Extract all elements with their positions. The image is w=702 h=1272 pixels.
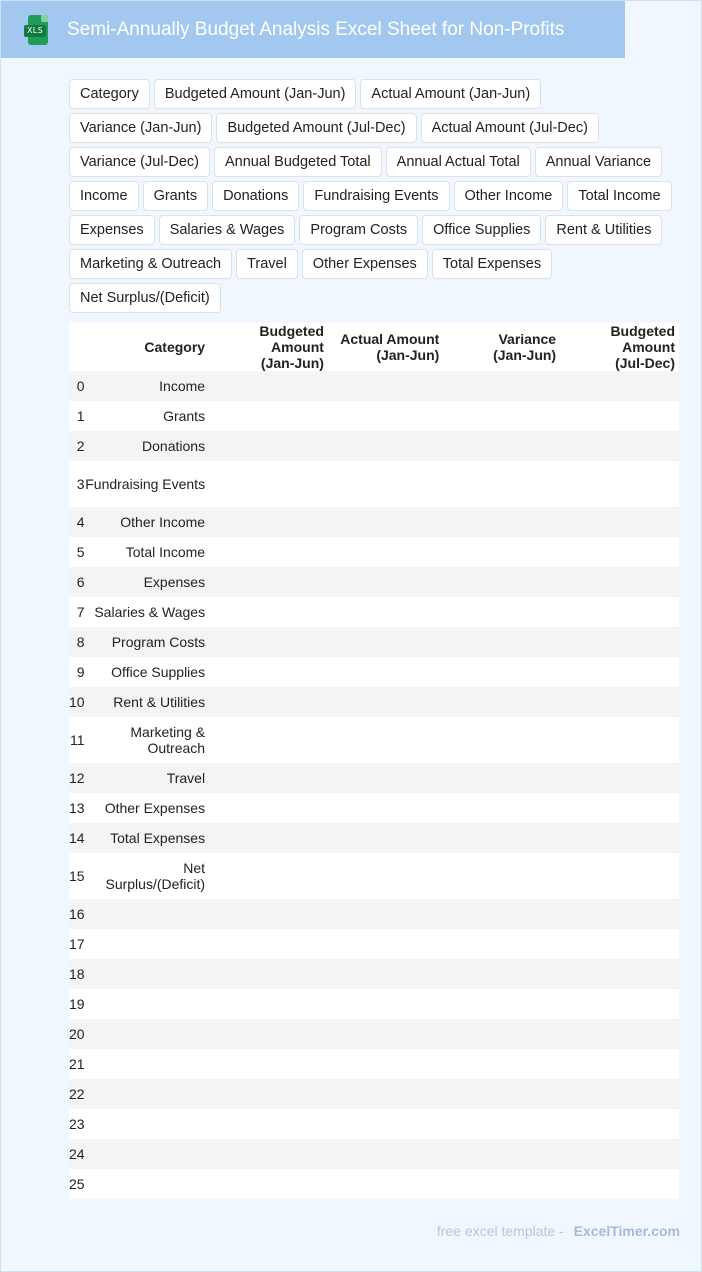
table-row — [69, 929, 679, 959]
row-index: 20 — [69, 1026, 85, 1042]
category-cell[interactable] — [81, 1049, 210, 1079]
table-header-row — [69, 323, 679, 371]
value-cell[interactable] — [560, 567, 679, 597]
row-index: 12 — [69, 770, 85, 786]
column-header-label: Actual Amount — [340, 331, 440, 347]
row-index-cell — [69, 1109, 85, 1139]
table-row — [69, 959, 679, 989]
value-cell[interactable] — [328, 853, 443, 899]
row-index: 8 — [76, 634, 85, 650]
row-index-cell — [69, 687, 85, 717]
category-cell[interactable] — [81, 1169, 210, 1199]
row-index-cell — [69, 1019, 85, 1049]
value-cell[interactable] — [560, 687, 679, 717]
value-cell[interactable] — [328, 899, 443, 929]
value-cell[interactable] — [560, 371, 679, 401]
value-cell[interactable] — [560, 1019, 679, 1049]
table-row — [69, 1139, 679, 1169]
category-cell[interactable]: Salaries & Wages — [81, 597, 210, 627]
value-cell[interactable] — [443, 537, 560, 567]
value-cell[interactable] — [328, 567, 443, 597]
row-index-cell — [69, 1049, 85, 1079]
value-cell[interactable] — [328, 1169, 443, 1199]
value-cell[interactable] — [560, 401, 679, 431]
row-index-cell — [69, 401, 85, 431]
index-header — [69, 323, 81, 371]
title-bar — [1, 1, 625, 58]
row-index: 1 — [76, 408, 85, 424]
value-cell[interactable] — [209, 853, 328, 899]
footer-brand-link[interactable]: ExcelTimer.com — [573, 1223, 680, 1239]
value-cell[interactable] — [328, 537, 443, 567]
value-cell[interactable] — [560, 793, 679, 823]
category-cell[interactable] — [81, 929, 210, 959]
value-cell[interactable] — [209, 763, 328, 793]
value-cell[interactable] — [328, 401, 443, 431]
row-index: 11 — [70, 732, 85, 748]
value-cell[interactable] — [560, 717, 679, 763]
value-cell[interactable] — [560, 989, 679, 1019]
value-cell[interactable] — [560, 853, 679, 899]
table-row — [69, 899, 679, 929]
row-index-cell — [69, 929, 85, 959]
value-cell[interactable] — [328, 959, 443, 989]
xls-icon-label: XLS — [24, 25, 46, 37]
footer — [437, 1223, 680, 1239]
value-cell[interactable] — [443, 899, 560, 929]
column-chip-list — [69, 79, 689, 317]
value-cell[interactable] — [443, 929, 560, 959]
value-cell[interactable] — [560, 899, 679, 929]
value-cell[interactable] — [443, 1049, 560, 1079]
row-index: 25 — [69, 1176, 85, 1192]
column-chip[interactable]: Annual Budgeted Total — [214, 147, 382, 177]
table-row — [69, 793, 679, 823]
row-index-cell — [69, 371, 85, 401]
table-row — [69, 401, 679, 431]
column-header-label: Category — [144, 339, 206, 355]
value-cell[interactable] — [560, 627, 679, 657]
row-index-cell — [69, 507, 85, 537]
column-header-label: (Jan-Jun) — [493, 347, 557, 363]
value-cell[interactable] — [328, 627, 443, 657]
column-chip[interactable]: Fundraising Events — [303, 181, 449, 211]
row-index-cell — [69, 537, 85, 567]
value-cell[interactable] — [209, 401, 328, 431]
value-cell[interactable] — [209, 537, 328, 567]
value-cell[interactable] — [560, 1169, 679, 1199]
value-cell[interactable] — [209, 929, 328, 959]
column-header — [560, 323, 679, 371]
value-cell[interactable] — [560, 1049, 679, 1079]
row-index-cell — [69, 567, 85, 597]
value-cell[interactable] — [443, 853, 560, 899]
row-index-cell — [69, 717, 85, 763]
value-cell[interactable] — [209, 1139, 328, 1169]
value-cell[interactable] — [443, 597, 560, 627]
column-chip[interactable]: Variance (Jan-Jun) — [69, 113, 212, 143]
value-cell[interactable] — [328, 763, 443, 793]
category-cell[interactable]: Other Expenses — [81, 793, 210, 823]
column-chip[interactable]: Other Income — [454, 181, 564, 211]
value-cell[interactable] — [328, 657, 443, 687]
table-row — [69, 507, 679, 537]
category-cell[interactable] — [81, 989, 210, 1019]
value-cell[interactable] — [443, 567, 560, 597]
column-header — [443, 323, 560, 371]
column-chip[interactable]: Office Supplies — [422, 215, 541, 245]
value-cell[interactable] — [328, 793, 443, 823]
row-index-cell — [69, 959, 85, 989]
table-row — [69, 823, 679, 853]
column-header — [81, 323, 210, 371]
category-cell[interactable]: Expenses — [81, 567, 210, 597]
row-index: 5 — [76, 544, 85, 560]
xls-file-icon — [24, 15, 48, 45]
table-row — [69, 567, 679, 597]
value-cell[interactable] — [443, 371, 560, 401]
value-cell[interactable] — [328, 597, 443, 627]
column-chip[interactable]: Variance (Jul-Dec) — [69, 147, 210, 177]
value-cell[interactable] — [209, 371, 328, 401]
row-index: 0 — [76, 378, 85, 394]
value-cell[interactable] — [560, 431, 679, 461]
row-index-cell — [69, 1139, 85, 1169]
value-cell[interactable] — [328, 989, 443, 1019]
row-index: 17 — [69, 936, 85, 952]
table-row — [69, 1109, 679, 1139]
value-cell[interactable] — [328, 431, 443, 461]
row-index: 19 — [69, 996, 85, 1012]
row-index: 3 — [76, 476, 85, 492]
table-row — [69, 1019, 679, 1049]
column-chip[interactable]: Annual Actual Total — [386, 147, 531, 177]
value-cell[interactable] — [209, 899, 328, 929]
column-chip[interactable]: Category — [69, 79, 150, 109]
column-chip[interactable]: Total Expenses — [432, 249, 552, 279]
value-cell[interactable] — [209, 823, 328, 853]
value-cell[interactable] — [443, 627, 560, 657]
category-cell[interactable]: Donations — [81, 431, 210, 461]
category-cell[interactable]: Total Income — [81, 537, 210, 567]
row-index: 9 — [76, 664, 85, 680]
row-index: 6 — [76, 574, 85, 590]
category-cell[interactable]: Total Expenses — [81, 823, 210, 853]
value-cell[interactable] — [443, 1019, 560, 1049]
value-cell[interactable] — [209, 989, 328, 1019]
spreadsheet-table — [69, 323, 679, 1199]
table-row — [69, 627, 679, 657]
row-index-cell — [69, 1079, 85, 1109]
category-cell[interactable]: Fundraising Events — [81, 461, 210, 507]
column-chip[interactable]: Travel — [236, 249, 298, 279]
value-cell[interactable] — [328, 1049, 443, 1079]
value-cell[interactable] — [328, 717, 443, 763]
table-row — [69, 1079, 679, 1109]
value-cell[interactable] — [443, 1079, 560, 1109]
category-cell[interactable]: Marketing & Outreach — [81, 717, 210, 763]
value-cell[interactable] — [443, 461, 560, 507]
row-index: 13 — [69, 800, 85, 816]
row-index-cell — [69, 763, 85, 793]
column-chip[interactable]: Salaries & Wages — [159, 215, 296, 245]
value-cell[interactable] — [443, 763, 560, 793]
category-cell[interactable]: Rent & Utilities — [81, 687, 210, 717]
table-row — [69, 371, 679, 401]
category-cell[interactable]: Grants — [81, 401, 210, 431]
value-cell[interactable] — [560, 657, 679, 687]
table-row — [69, 537, 679, 567]
value-cell[interactable] — [443, 1169, 560, 1199]
column-chip[interactable]: Annual Variance — [535, 147, 662, 177]
value-cell[interactable] — [209, 627, 328, 657]
column-chip[interactable]: Budgeted Amount (Jul-Dec) — [216, 113, 416, 143]
value-cell[interactable] — [560, 929, 679, 959]
value-cell[interactable] — [560, 507, 679, 537]
category-cell[interactable]: Program Costs — [81, 627, 210, 657]
column-chip[interactable]: Actual Amount (Jul-Dec) — [421, 113, 599, 143]
table-row — [69, 687, 679, 717]
value-cell[interactable] — [443, 657, 560, 687]
category-cell[interactable] — [81, 1019, 210, 1049]
value-cell[interactable] — [328, 507, 443, 537]
value-cell[interactable] — [209, 717, 328, 763]
value-cell[interactable] — [443, 687, 560, 717]
row-index-cell — [69, 627, 85, 657]
category-cell[interactable]: Travel — [81, 763, 210, 793]
value-cell[interactable] — [443, 989, 560, 1019]
value-cell[interactable] — [560, 597, 679, 627]
row-index: 21 — [69, 1056, 85, 1072]
value-cell[interactable] — [209, 1169, 328, 1199]
column-chip[interactable]: Net Surplus/(Deficit) — [69, 283, 221, 313]
row-index: 2 — [76, 438, 85, 454]
value-cell[interactable] — [560, 461, 679, 507]
row-index: 18 — [69, 966, 85, 982]
column-chip[interactable]: Budgeted Amount (Jan-Jun) — [154, 79, 357, 109]
column-header-label: Budgeted Amount — [259, 323, 324, 355]
row-index-cell — [69, 657, 85, 687]
column-header — [209, 323, 328, 371]
value-cell[interactable] — [328, 687, 443, 717]
value-cell[interactable] — [209, 793, 328, 823]
value-cell[interactable] — [328, 1019, 443, 1049]
row-index: 22 — [69, 1086, 85, 1102]
column-chip[interactable]: Income — [69, 181, 139, 211]
value-cell[interactable] — [328, 929, 443, 959]
row-index: 7 — [76, 604, 85, 620]
column-header-label: (Jul-Dec) — [615, 355, 675, 371]
row-index-cell — [69, 597, 85, 627]
column-chip[interactable]: Actual Amount (Jan-Jun) — [360, 79, 541, 109]
value-cell[interactable] — [443, 959, 560, 989]
value-cell[interactable] — [443, 823, 560, 853]
category-cell[interactable]: Income — [81, 371, 210, 401]
category-cell[interactable] — [81, 959, 210, 989]
value-cell[interactable] — [560, 959, 679, 989]
row-index: 24 — [69, 1146, 85, 1162]
row-index-cell — [69, 1169, 85, 1199]
row-index-cell — [69, 461, 85, 507]
spreadsheet-table-container[interactable] — [69, 323, 679, 1198]
category-cell[interactable] — [81, 1139, 210, 1169]
row-index-cell — [69, 431, 85, 461]
table-row — [69, 717, 679, 763]
table-row — [69, 853, 679, 899]
value-cell[interactable] — [209, 1079, 328, 1109]
value-cell[interactable] — [328, 823, 443, 853]
column-chip[interactable]: Donations — [212, 181, 299, 211]
table-row — [69, 1169, 679, 1199]
row-index: 16 — [69, 906, 85, 922]
value-cell[interactable] — [328, 461, 443, 507]
column-chip[interactable]: Other Expenses — [302, 249, 428, 279]
table-row — [69, 989, 679, 1019]
footer-text: free excel template - — [436, 1223, 564, 1239]
column-header — [328, 323, 443, 371]
value-cell[interactable] — [328, 371, 443, 401]
row-index: 10 — [69, 694, 85, 710]
column-header-label: Budgeted Amount — [610, 323, 675, 355]
row-index: 14 — [69, 830, 85, 846]
value-cell[interactable] — [560, 823, 679, 853]
row-index: 4 — [76, 514, 85, 530]
value-cell[interactable] — [560, 537, 679, 567]
table-row — [69, 657, 679, 687]
value-cell[interactable] — [560, 1139, 679, 1169]
column-chip[interactable]: Total Income — [567, 181, 671, 211]
column-header-label: (Jan-Jun) — [260, 355, 324, 371]
value-cell[interactable] — [209, 687, 328, 717]
category-cell[interactable] — [81, 1109, 210, 1139]
table-row — [69, 763, 679, 793]
table-row — [69, 461, 679, 507]
value-cell[interactable] — [209, 1019, 328, 1049]
table-row — [69, 1049, 679, 1079]
value-cell[interactable] — [560, 763, 679, 793]
value-cell[interactable] — [443, 1139, 560, 1169]
value-cell[interactable] — [328, 1079, 443, 1109]
value-cell[interactable] — [443, 1109, 560, 1139]
column-chip[interactable]: Expenses — [69, 215, 155, 245]
value-cell[interactable] — [209, 597, 328, 627]
value-cell[interactable] — [443, 717, 560, 763]
page-title: Semi-Annually Budget Analysis Excel Sheet for Non-Profits — [67, 18, 565, 40]
value-cell[interactable] — [443, 507, 560, 537]
row-index-cell — [69, 989, 85, 1019]
row-index-cell — [69, 853, 85, 899]
row-index-cell — [69, 793, 85, 823]
value-cell[interactable] — [443, 401, 560, 431]
column-chip[interactable]: Program Costs — [299, 215, 418, 245]
table-row — [69, 597, 679, 627]
column-chip[interactable]: Rent & Utilities — [545, 215, 662, 245]
row-index-cell — [69, 899, 85, 929]
category-cell[interactable]: Net Surplus/(Deficit) — [81, 853, 210, 899]
value-cell[interactable] — [209, 461, 328, 507]
column-chip[interactable]: Marketing & Outreach — [69, 249, 232, 279]
table-row — [69, 431, 679, 461]
value-cell[interactable] — [443, 431, 560, 461]
column-header-label: (Jan-Jun) — [376, 347, 440, 363]
category-cell[interactable]: Other Income — [81, 507, 210, 537]
value-cell[interactable] — [328, 1109, 443, 1139]
column-chip[interactable]: Grants — [143, 181, 209, 211]
value-cell[interactable] — [328, 1139, 443, 1169]
category-cell[interactable]: Office Supplies — [81, 657, 210, 687]
row-index-cell — [69, 823, 85, 853]
value-cell[interactable] — [209, 507, 328, 537]
value-cell[interactable] — [560, 1109, 679, 1139]
value-cell[interactable] — [209, 657, 328, 687]
value-cell[interactable] — [209, 1109, 328, 1139]
column-header-label: Variance — [498, 331, 557, 347]
value-cell[interactable] — [209, 567, 328, 597]
value-cell[interactable] — [209, 1049, 328, 1079]
value-cell[interactable] — [443, 793, 560, 823]
value-cell[interactable] — [209, 959, 328, 989]
row-index: 23 — [69, 1116, 85, 1132]
category-cell[interactable] — [81, 899, 210, 929]
row-index: 15 — [69, 868, 85, 884]
value-cell[interactable] — [209, 431, 328, 461]
category-cell[interactable] — [81, 1079, 210, 1109]
value-cell[interactable] — [560, 1079, 679, 1109]
